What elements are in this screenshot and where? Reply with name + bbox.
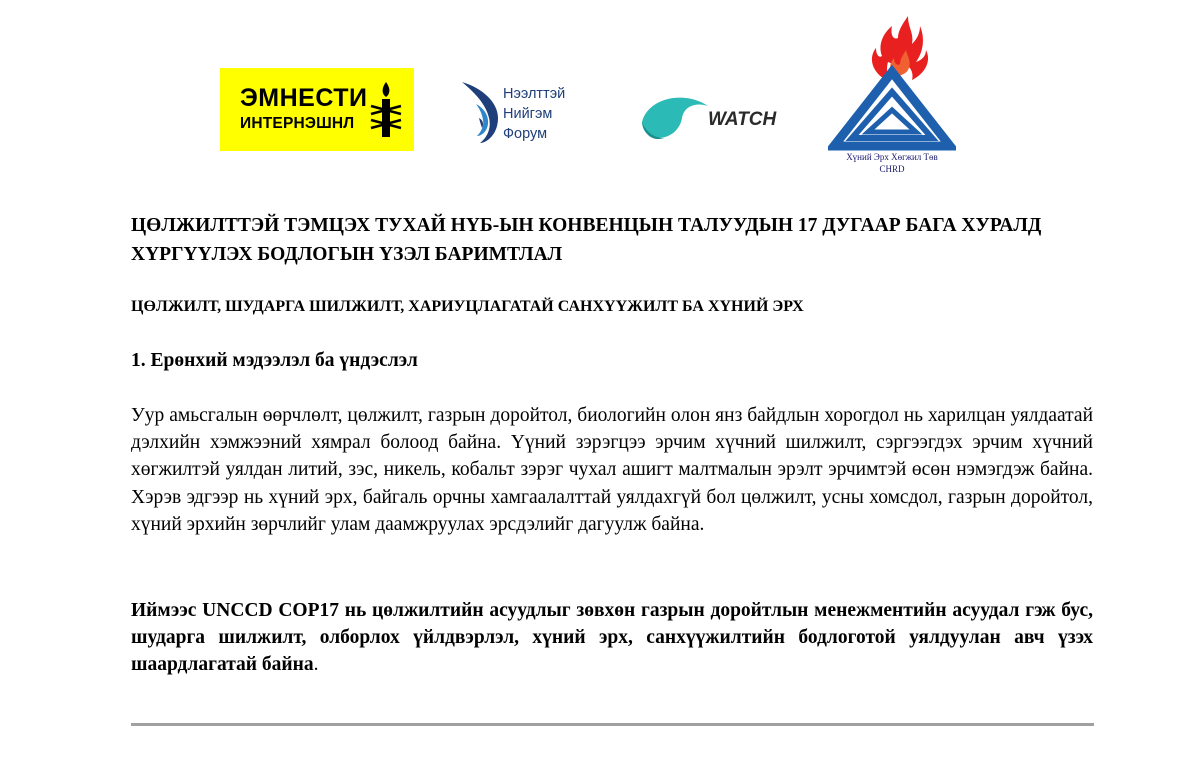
logo-strip (0, 0, 1201, 190)
open-society-forum-logo (460, 80, 600, 146)
osf-logo-line3: Форум (503, 126, 548, 142)
eye-spiral-icon (460, 80, 504, 146)
body-paragraph-2 (131, 597, 1093, 678)
ot-watch-logo-watch: WATCH (708, 109, 777, 130)
body-paragraph-2-end: . (313, 654, 319, 675)
chrd-logo-abbr: CHRD (879, 164, 905, 174)
chrd-logo-name: Хүний Эрх Хөгжил Төв (846, 152, 938, 162)
chrd-logo (828, 14, 956, 178)
amnesty-logo (220, 68, 414, 151)
candle-barbed-wire-icon (368, 80, 404, 140)
document-title: ЦӨЛЖИЛТТЭЙ ТЭМЦЭХ ТУХАЙ НҮБ-ЫН КОНВЕНЦЫН ТАЛУУДЫН 17 ДУГААР БАГА ХУРАЛД ХҮРГҮҮЛЭХ БОДЛОГЫН ҮЗЭЛ БАРИМТЛАЛ (131, 215, 1042, 265)
osf-logo-line1: Нээлттэй (503, 86, 566, 102)
amnesty-logo-line1: ЭМНЕСТИ (240, 84, 368, 112)
amnesty-logo-line2: ИНТЕРНЭШНЛ (240, 115, 355, 132)
flame-triangle-icon (828, 14, 956, 152)
section-divider (131, 723, 1094, 726)
body-paragraph-2-bold: Иймээс UNCCD COP17 нь цөлжилтийн асуудлыг зөвхөн газрын доройтлын менежментийн асуудал гэж бус, шударга шилжилт, олборлох үйлдвэрлэл, хүний эрх, санхүүжилтийн бодлоготой уялдуулан авч үзэх шаардлагатай байна (131, 600, 1093, 675)
ot-watch-logo (640, 92, 775, 144)
ot-watch-logo-ot: OT (685, 106, 705, 122)
body-paragraph-1: Уур амьсгалын өөрчлөлт, цөлжилт, газрын доройтол, биологийн олон янз байдлын хорогдол нь харилцан уялдаатай дэлхийн хэмжээний хямрал болоод байна. Үүний зэрэгцээ эрчим хүчний шилжилт, сэргээгдэх эрчим хүчний хөгжилтэй уялдан литий, зэс, никель, кобальт зэрэг чухал ашигт малтмалын эрэлт эрчимтэй өсөн нэмэгдэж байна. Хэрэв эдгээр нь хүний эрх, байгаль орчны хамгаалалттай уялдахгүй бол цөлжилт, усны хомсдол, газрын доройтол, хүний эрхийн зөрчлийг улам даамжруулах эрсдэлийг дагуулж байна. (131, 405, 1093, 535)
document-subtitle: ЦӨЛЖИЛТ, ШУДАРГА ШИЛЖИЛТ, ХАРИУЦЛАГАТАЙ САНХҮҮЖИЛТ БА ХҮНИЙ ЭРХ (131, 298, 804, 315)
section-heading: 1. Ерөнхий мэдээлэл ба үндэслэл (131, 350, 418, 371)
osf-logo-line2: Нийгэм (503, 106, 553, 122)
